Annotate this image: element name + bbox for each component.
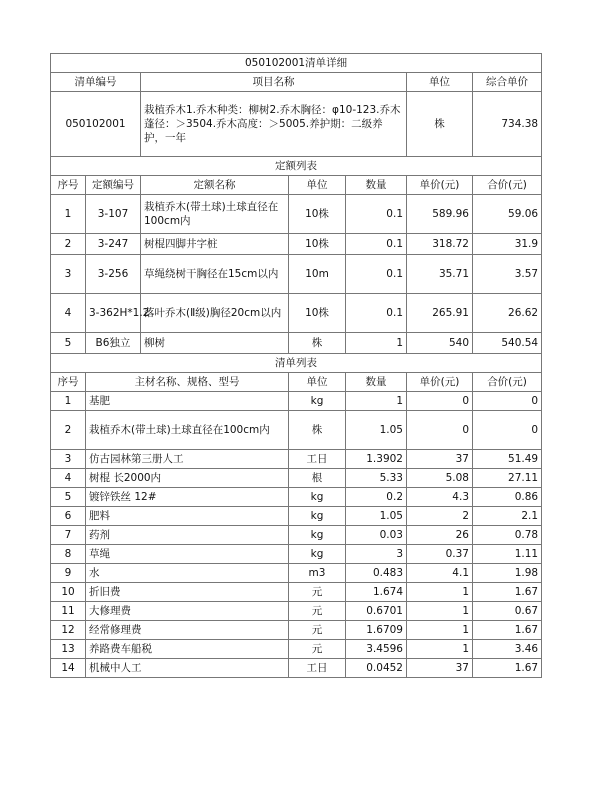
- material-no: 2: [51, 411, 86, 450]
- quota-no: 2: [51, 234, 86, 255]
- material-name: 药剂: [86, 526, 289, 545]
- quota-no: 4: [51, 294, 86, 333]
- quota-no-header: 序号: [51, 176, 86, 195]
- material-row: [51, 450, 542, 469]
- material-name: 经常修理费: [86, 621, 289, 640]
- material-unit: 株: [289, 411, 346, 450]
- material-qty: 1: [346, 392, 407, 411]
- quota-row: [51, 195, 542, 234]
- material-row: [51, 488, 542, 507]
- material-no: 4: [51, 469, 86, 488]
- quota-unit: 10m: [289, 255, 346, 294]
- material-unit: kg: [289, 488, 346, 507]
- material-unit-price: 1: [407, 621, 473, 640]
- material-row: [51, 659, 542, 678]
- material-no-header: 序号: [51, 373, 86, 392]
- quota-qty-header: 数量: [346, 176, 407, 195]
- material-row: [51, 583, 542, 602]
- material-total: 0: [473, 392, 542, 411]
- material-no: 10: [51, 583, 86, 602]
- material-row: [51, 640, 542, 659]
- item-name: 栽植乔木1.乔木种类：柳树2.乔木胸径：φ10-123.乔木蓬径：＞3504.乔木高度：＞5005.养护期：二级养护，一年: [141, 92, 407, 157]
- material-unit: 工日: [289, 450, 346, 469]
- material-unit: m3: [289, 564, 346, 583]
- quota-total: 3.57: [473, 255, 542, 294]
- quota-code: 3-247: [86, 234, 141, 255]
- quota-row: [51, 234, 542, 255]
- quota-name: 落叶乔木(Ⅱ级)胸径20cm以内: [141, 294, 289, 333]
- material-total-header: 合价(元): [473, 373, 542, 392]
- material-qty: 3.4596: [346, 640, 407, 659]
- material-unit: kg: [289, 526, 346, 545]
- material-unit-price-header: 单价(元): [407, 373, 473, 392]
- material-unit-price: 5.08: [407, 469, 473, 488]
- material-unit: kg: [289, 507, 346, 526]
- quota-unit-price: 540: [407, 333, 473, 354]
- material-name: 养路费车船税: [86, 640, 289, 659]
- material-unit-price: 2: [407, 507, 473, 526]
- quota-total-header: 合价(元): [473, 176, 542, 195]
- material-qty: 5.33: [346, 469, 407, 488]
- quota-code: B6独立: [86, 333, 141, 354]
- material-no: 13: [51, 640, 86, 659]
- material-unit: 元: [289, 621, 346, 640]
- material-unit-price: 0.37: [407, 545, 473, 564]
- material-qty: 0.2: [346, 488, 407, 507]
- material-qty: 1.674: [346, 583, 407, 602]
- material-row: [51, 602, 542, 621]
- item-code: 050102001: [51, 92, 141, 157]
- quota-header-row: [51, 176, 542, 195]
- material-name: 仿古园林第三册人工: [86, 450, 289, 469]
- item-price-header: 综合单价: [473, 73, 542, 92]
- quota-code-header: 定额编号: [86, 176, 141, 195]
- material-row: [51, 507, 542, 526]
- material-name: 大修理费: [86, 602, 289, 621]
- quota-no: 3: [51, 255, 86, 294]
- item-header-row: [51, 73, 542, 92]
- item-unit-header: 单位: [407, 73, 473, 92]
- material-qty: 1.05: [346, 411, 407, 450]
- material-total: 0.86: [473, 488, 542, 507]
- material-row: [51, 526, 542, 545]
- material-name: 镀锌铁丝 12#: [86, 488, 289, 507]
- material-unit: 元: [289, 602, 346, 621]
- quota-code: 3-256: [86, 255, 141, 294]
- material-total: 1.67: [473, 659, 542, 678]
- material-unit-price: 37: [407, 659, 473, 678]
- material-qty-header: 数量: [346, 373, 407, 392]
- material-no: 5: [51, 488, 86, 507]
- material-qty: 0.6701: [346, 602, 407, 621]
- material-name: 机械中人工: [86, 659, 289, 678]
- quota-unit-price: 318.72: [407, 234, 473, 255]
- quota-row: [51, 294, 542, 333]
- material-qty: 0.0452: [346, 659, 407, 678]
- material-row: [51, 621, 542, 640]
- material-qty: 1.6709: [346, 621, 407, 640]
- quota-name-header: 定额名称: [141, 176, 289, 195]
- item-price: 734.38: [473, 92, 542, 157]
- material-qty: 3: [346, 545, 407, 564]
- material-name: 栽植乔木(带土球)土球直径在100cm内: [86, 411, 289, 450]
- item-row: [51, 92, 542, 157]
- material-unit-header: 单位: [289, 373, 346, 392]
- material-no: 6: [51, 507, 86, 526]
- material-total: 3.46: [473, 640, 542, 659]
- quota-total: 59.06: [473, 195, 542, 234]
- material-unit: 根: [289, 469, 346, 488]
- quota-unit-price: 589.96: [407, 195, 473, 234]
- material-total: 2.1: [473, 507, 542, 526]
- quota-row: [51, 255, 542, 294]
- quota-no: 1: [51, 195, 86, 234]
- material-name: 水: [86, 564, 289, 583]
- quota-unit-price-header: 单价(元): [407, 176, 473, 195]
- material-name-header: 主材名称、规格、型号: [86, 373, 289, 392]
- material-total: 1.67: [473, 621, 542, 640]
- quota-section-title: 定额列表: [51, 157, 542, 176]
- quota-unit-header: 单位: [289, 176, 346, 195]
- material-qty: 0.03: [346, 526, 407, 545]
- item-code-header: 清单编号: [51, 73, 141, 92]
- quota-qty: 1: [346, 333, 407, 354]
- material-total: 1.11: [473, 545, 542, 564]
- material-row: [51, 469, 542, 488]
- material-unit-price: 1: [407, 602, 473, 621]
- material-unit: 工日: [289, 659, 346, 678]
- quota-total: 540.54: [473, 333, 542, 354]
- material-no: 3: [51, 450, 86, 469]
- material-unit-price: 0: [407, 392, 473, 411]
- quota-code: 3-362H*1.2: [86, 294, 141, 333]
- material-qty: 0.483: [346, 564, 407, 583]
- material-total: 0.78: [473, 526, 542, 545]
- material-no: 1: [51, 392, 86, 411]
- quota-row: [51, 333, 542, 354]
- material-total: 1.98: [473, 564, 542, 583]
- material-row: [51, 411, 542, 450]
- material-qty: 1.3902: [346, 450, 407, 469]
- quota-qty: 0.1: [346, 255, 407, 294]
- material-unit-price: 4.3: [407, 488, 473, 507]
- quota-unit: 10株: [289, 195, 346, 234]
- material-name: 草绳: [86, 545, 289, 564]
- material-no: 12: [51, 621, 86, 640]
- material-total: 0: [473, 411, 542, 450]
- quota-name: 树棍四脚井字桩: [141, 234, 289, 255]
- material-no: 9: [51, 564, 86, 583]
- material-total: 0.67: [473, 602, 542, 621]
- quota-no: 5: [51, 333, 86, 354]
- bill-detail-table: [50, 53, 542, 678]
- bill-detail-sheet: [50, 53, 541, 678]
- material-unit-price: 0: [407, 411, 473, 450]
- item-unit: 株: [407, 92, 473, 157]
- material-unit-price: 1: [407, 640, 473, 659]
- material-no: 8: [51, 545, 86, 564]
- material-unit: 元: [289, 640, 346, 659]
- material-total: 1.67: [473, 583, 542, 602]
- quota-unit-price: 265.91: [407, 294, 473, 333]
- quota-name: 草绳绕树干胸径在15cm以内: [141, 255, 289, 294]
- material-row: [51, 545, 542, 564]
- material-name: 树棍 长2000内: [86, 469, 289, 488]
- material-total: 51.49: [473, 450, 542, 469]
- material-no: 14: [51, 659, 86, 678]
- material-name: 肥料: [86, 507, 289, 526]
- quota-unit: 10株: [289, 234, 346, 255]
- material-unit-price: 4.1: [407, 564, 473, 583]
- quota-code: 3-107: [86, 195, 141, 234]
- material-qty: 1.05: [346, 507, 407, 526]
- material-unit-price: 1: [407, 583, 473, 602]
- material-section-title: 清单列表: [51, 354, 542, 373]
- quota-qty: 0.1: [346, 234, 407, 255]
- material-row: [51, 392, 542, 411]
- quota-name: 栽植乔木(带土球)土球直径在100cm内: [141, 195, 289, 234]
- quota-unit: 10株: [289, 294, 346, 333]
- quota-total: 31.9: [473, 234, 542, 255]
- material-no: 7: [51, 526, 86, 545]
- quota-total: 26.62: [473, 294, 542, 333]
- quota-name: 柳树: [141, 333, 289, 354]
- quota-unit: 株: [289, 333, 346, 354]
- item-name-header: 项目名称: [141, 73, 407, 92]
- material-unit: 元: [289, 583, 346, 602]
- material-name: 折旧费: [86, 583, 289, 602]
- material-unit: kg: [289, 392, 346, 411]
- material-header-row: [51, 373, 542, 392]
- material-unit-price: 26: [407, 526, 473, 545]
- material-no: 11: [51, 602, 86, 621]
- quota-qty: 0.1: [346, 294, 407, 333]
- quota-unit-price: 35.71: [407, 255, 473, 294]
- material-name: 基肥: [86, 392, 289, 411]
- material-total: 27.11: [473, 469, 542, 488]
- quota-qty: 0.1: [346, 195, 407, 234]
- material-unit: kg: [289, 545, 346, 564]
- material-unit-price: 37: [407, 450, 473, 469]
- sheet-title: 050102001清单详细: [51, 54, 542, 73]
- material-row: [51, 564, 542, 583]
